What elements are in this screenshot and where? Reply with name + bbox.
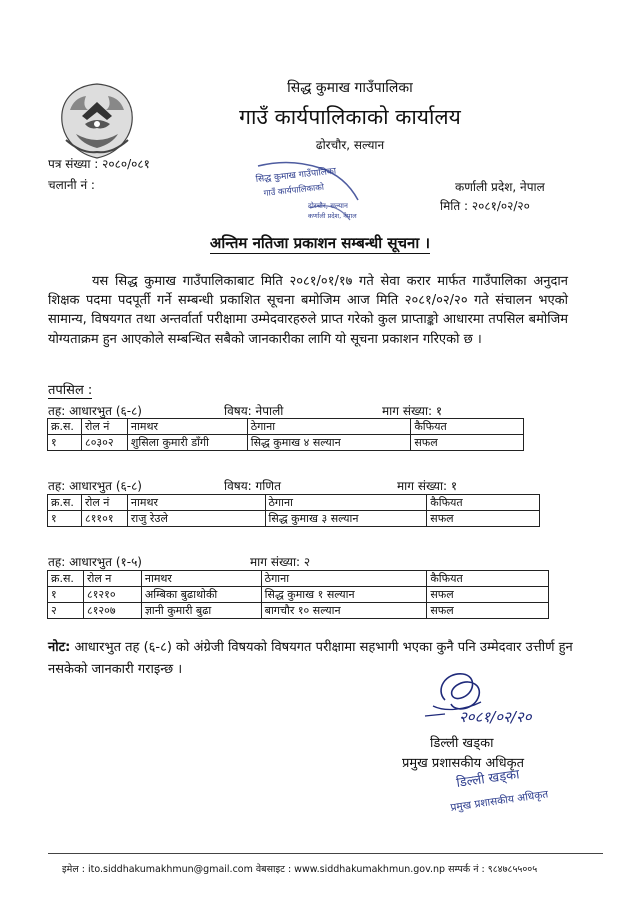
- stamp-line-1: सिद्ध कुमाख गाउँपालिका: [255, 166, 337, 185]
- signatory-name: डिल्ली खड्का: [430, 736, 494, 751]
- table-row: [48, 587, 549, 603]
- section-2-results-table: [47, 494, 540, 527]
- cell-remarks: सफल: [411, 435, 524, 451]
- stamp-line-3: ढोरचौर, सल्यान: [308, 202, 348, 210]
- cell-roll: ८११०१: [81, 511, 127, 527]
- cell-address: सिद्ध कुमाख ३ सल्यान: [265, 511, 427, 527]
- section-2-demand: माग संख्या: १: [397, 479, 458, 493]
- section-3-demand: माग संख्या: २: [250, 555, 311, 569]
- signatory-designation: प्रमुख प्रशासकीय अधिकृत: [402, 756, 525, 771]
- table-row: [48, 603, 549, 619]
- table-header-row: [48, 495, 540, 511]
- section-3-level: तह: आधारभुत (१-५): [48, 555, 142, 569]
- cell-roll: ८०३०२: [81, 435, 127, 451]
- table-header-row: [48, 571, 549, 587]
- section-2-level: तह: आधारभुत (६-८): [48, 479, 142, 493]
- table-row: [48, 511, 540, 527]
- cell-serial: १: [48, 435, 82, 451]
- stamp-name: डिल्ली खड्का: [455, 767, 521, 791]
- table-row: [48, 435, 524, 451]
- header-roll: रोल नं: [81, 495, 127, 511]
- nepal-emblem-logo: [52, 80, 142, 162]
- header-name: नामथर: [127, 419, 247, 435]
- header-remarks: कैफियत: [427, 495, 540, 511]
- header-name: नामथर: [141, 571, 261, 587]
- header-serial: क्र.स.: [48, 571, 84, 587]
- section-1-results-table: [47, 418, 524, 451]
- tapasil-heading: तपसिल :: [48, 383, 93, 398]
- cell-name: राजु रेउले: [127, 511, 265, 527]
- office-stamp: [250, 160, 365, 230]
- note-text: आधारभुत तह (६-८) को अंग्रेजी विषयको विषयगत परीक्षामा सहभागी भएका कुनै पनि उम्मेदवार उत्तीर्ण हुन नसकेको जानकारी गराइन्छ ।: [48, 640, 573, 677]
- stamp-designation: प्रमुख प्रशासकीय अधिकृत: [449, 788, 550, 814]
- notice-title: अन्तिम नतिजा प्रकाशन सम्बन्धी सूचना ।: [209, 234, 431, 252]
- cell-serial: १: [48, 511, 82, 527]
- cell-roll: ८१२०७: [83, 603, 141, 619]
- reference-number: पत्र संख्या : २०८०/०८१: [48, 157, 150, 171]
- header-remarks: कैफियत: [411, 419, 524, 435]
- office-address: ढोरचौर, सल्यान: [315, 138, 385, 152]
- table-header-row: [48, 419, 524, 435]
- header-address: ठेगाना: [265, 495, 427, 511]
- section-2-subject: विषय: गणित: [224, 479, 281, 493]
- stamp-line-2: गाउँ कार्यपालिकाको: [263, 182, 325, 199]
- cell-serial: २: [48, 603, 84, 619]
- footer-contact: इमेल : ito.siddhakumakhmun@gmail.com वेबसाइट : www.siddhakumakhmun.gov.np सम्पर्क नं : ९८४७८५५००५: [62, 864, 538, 875]
- handwritten-signature: [415, 660, 565, 730]
- signatory-stamp: [445, 765, 570, 825]
- section-1-subject: विषय: नेपाली: [224, 404, 284, 418]
- header-serial: क्र.स.: [48, 419, 82, 435]
- dispatch-number: चलानी नं :: [48, 178, 95, 192]
- signature-date: २०८१/०२/२०: [459, 708, 532, 726]
- province-line: कर्णाली प्रदेश, नेपाल: [455, 180, 545, 194]
- note-label: नोट:: [48, 640, 71, 655]
- stamp-line-4: कर्णाली प्रदेश, नेपाल: [308, 212, 357, 220]
- cell-name: ज्ञानी कुमारी बुढा: [141, 603, 261, 619]
- cell-serial: १: [48, 587, 84, 603]
- footer-divider: [48, 853, 603, 854]
- office-name: गाउँ कार्यपालिकाको कार्यालय: [239, 105, 461, 129]
- cell-remarks: सफल: [427, 511, 540, 527]
- header-roll: रोल न: [83, 571, 141, 587]
- header-roll: रोल नं: [81, 419, 127, 435]
- cell-remarks: सफल: [427, 603, 549, 619]
- cell-remarks: सफल: [427, 587, 549, 603]
- cell-address: सिद्ध कुमाख १ सल्यान: [261, 587, 427, 603]
- letter-date: मिति : २०८१/०२/२०: [440, 199, 530, 213]
- section-1-demand: माग संख्या: १: [382, 404, 443, 418]
- header-address: ठेगाना: [247, 419, 411, 435]
- section-3-results-table: [47, 570, 549, 619]
- cell-address: सिद्ध कुमाख ४ सल्यान: [247, 435, 411, 451]
- section-1-level: तह: आधारभुत (६-८): [48, 404, 142, 418]
- cell-roll: ८१२१०: [83, 587, 141, 603]
- notice-body: यस सिद्ध कुमाख गाउँपालिकाबाट मिति २०८१/०१/१७ गते सेवा करार मार्फत गाउँपालिका अनुदान शिक्षक पदमा पदपूर्ती गर्ने सम्बन्धी प्रकाशित सूचना बमोजिम आज मिति २०८१/०२/२० गते संचालन भएको सामान्य, विषयगत तथा अन्तर्वार्ता परीक्षामा उम्मेदवारहरुले प्राप्त गरेको कुल प्राप्ताङ्को आधारमा तपसिल बमोजिम योग्यताक्रम हुन आएकोले सम्बन्धित सबैको जानकारीका लागि यो सूचना प्रकाशन गरिएको छ ।: [48, 274, 568, 347]
- header-remarks: कैफियत: [427, 571, 549, 587]
- header-serial: क्र.स.: [48, 495, 82, 511]
- cell-name: अम्बिका बुढाथोकी: [141, 587, 261, 603]
- municipality-name: सिद्ध कुमाख गाउँपालिका: [287, 80, 413, 96]
- header-name: नामथर: [127, 495, 265, 511]
- cell-address: बागचौर १० सल्यान: [261, 603, 427, 619]
- header-address: ठेगाना: [261, 571, 427, 587]
- cell-name: शुसिला कुमारी डाँगी: [127, 435, 247, 451]
